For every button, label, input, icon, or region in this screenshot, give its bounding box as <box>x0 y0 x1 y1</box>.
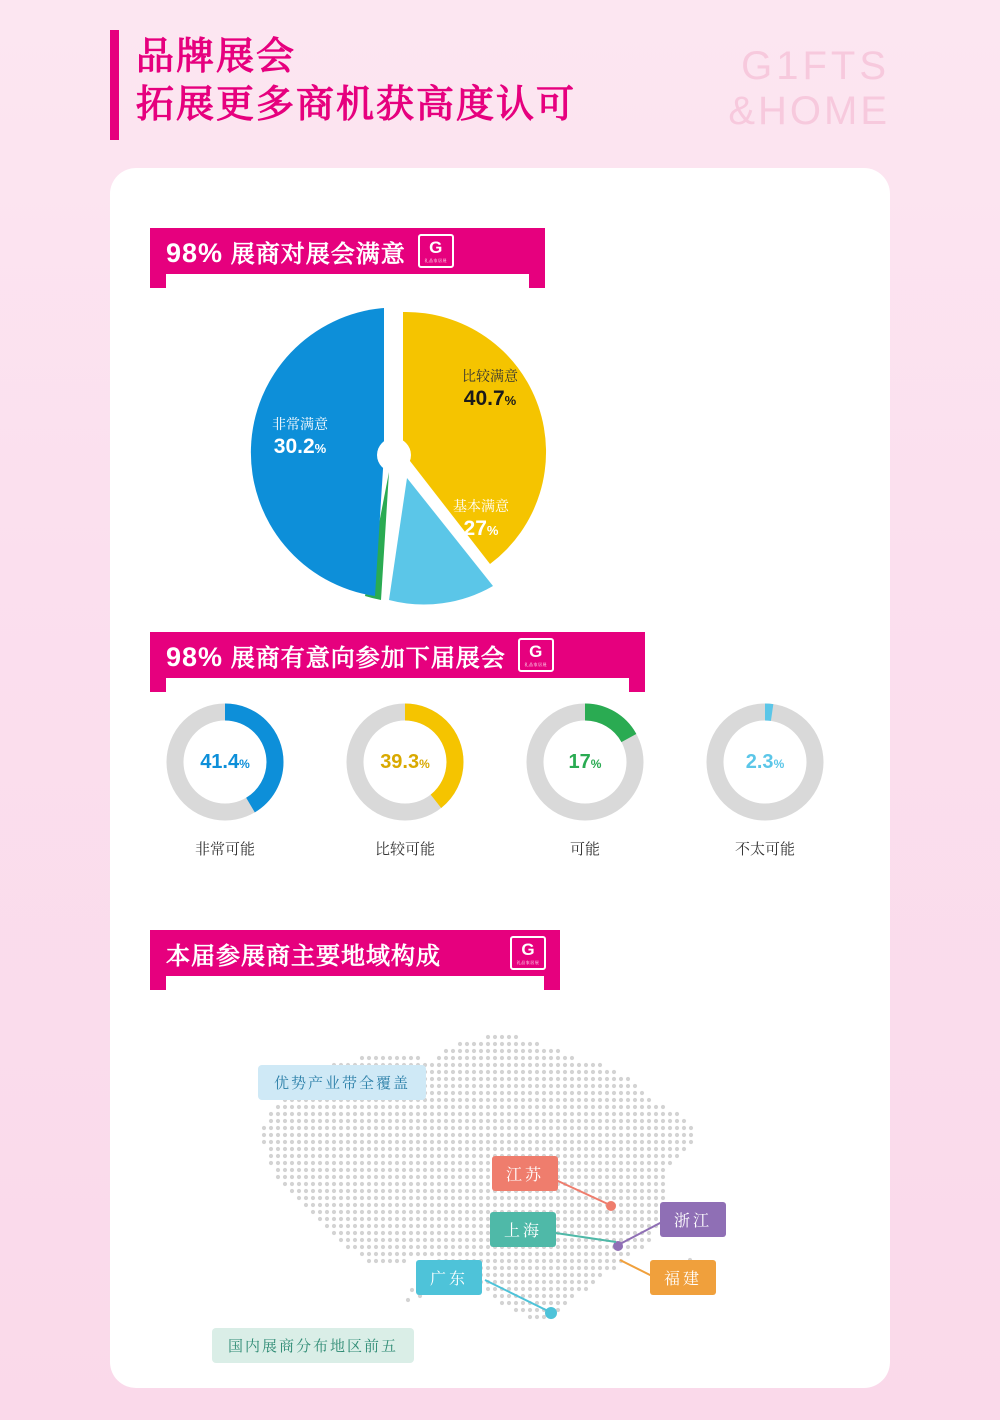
logo-subtext: 礼品家居展 <box>424 257 447 263</box>
banner-satisfaction-tail-right <box>529 274 545 288</box>
donut-item-不太可能 <box>690 700 840 859</box>
map-note-bottom: 国内展商分布地区前五 <box>212 1328 414 1363</box>
logo-letter: G <box>429 237 443 257</box>
map-tag-福建: 福建 <box>650 1260 716 1295</box>
pie-label-value: 30.2% <box>273 434 327 458</box>
donut-center <box>189 726 261 798</box>
satisfaction-label: 展商对展会满意 <box>230 240 406 268</box>
brand-line-2: &HOME <box>728 88 890 133</box>
pie-basic-value: 27 <box>463 516 487 540</box>
donut-caption: 可能 <box>569 841 600 858</box>
pie-center-hole <box>377 438 411 472</box>
map-tag-江苏: 江苏 <box>492 1156 558 1191</box>
map-note-top: 优势产业带全覆盖 <box>258 1065 426 1100</box>
pie-label-基本满意 <box>411 498 551 542</box>
pie-label-value: 40.7% <box>463 386 517 410</box>
donut-value: 2.3% <box>745 750 785 773</box>
nextshow-percent: 98% <box>166 641 224 672</box>
banner-satisfaction <box>150 228 545 274</box>
pie-label-比较满意 <box>420 368 560 412</box>
map-tag-上海: 上海 <box>490 1212 556 1247</box>
brand-logo <box>728 44 890 134</box>
banner-nextshow-tail-left <box>150 678 166 692</box>
donut-caption: 比较可能 <box>374 841 435 858</box>
pie-label-非常满意 <box>230 416 370 460</box>
donut-item-比较可能 <box>330 700 480 859</box>
logo-letter: G <box>521 939 535 959</box>
donut-不太可能 <box>703 700 827 824</box>
donut-center <box>729 726 801 798</box>
nextshow-donut-group <box>150 700 850 890</box>
donut-caption: 非常可能 <box>194 841 255 858</box>
header-accent-bar <box>110 30 119 140</box>
logo-subtext: 礼品家居展 <box>516 959 540 965</box>
pie-svg <box>175 300 615 620</box>
donut-比较可能 <box>343 700 467 824</box>
region-map <box>150 960 850 1380</box>
banner-nextshow <box>150 632 645 678</box>
donut-value: 17% <box>568 750 602 773</box>
logo-subtext: 礼品家居展 <box>524 661 547 667</box>
nextshow-label: 展商有意向参加下届展会 <box>230 644 506 672</box>
donut-center <box>369 726 441 798</box>
banner-nextshow-body <box>150 632 645 678</box>
page-title-line1: 品牌展会 <box>136 36 297 78</box>
banner-nextshow-tail-right <box>629 678 645 692</box>
donut-item-可能 <box>510 700 660 859</box>
page-title-line2: 拓展更多商机获高度认可 <box>136 83 577 126</box>
banner-satisfaction-tail-left <box>150 274 166 288</box>
donut-caption: 不太可能 <box>734 841 795 858</box>
satisfaction-pie-chart <box>175 300 615 620</box>
donut-value: 39.3% <box>380 750 430 773</box>
donut-item-非常可能 <box>150 700 300 859</box>
banner-satisfaction-text <box>166 234 406 269</box>
page-header <box>0 0 1000 165</box>
satisfaction-percent: 98% <box>166 237 224 268</box>
pie-label-name: 比较满意 <box>462 368 518 384</box>
pie-label-value: 27% <box>463 516 499 540</box>
logo-letter: G <box>529 641 543 661</box>
donut-非常可能 <box>163 700 287 824</box>
donut-center <box>549 726 621 798</box>
gifts-home-logo-icon <box>418 234 454 268</box>
brand-line-1: G1FTS <box>741 44 890 88</box>
banner-satisfaction-body <box>150 228 545 274</box>
banner-region-text: 本届参展商主要地域构成 <box>166 942 441 970</box>
gifts-home-logo-icon <box>518 638 554 672</box>
page-title <box>136 34 576 129</box>
map-tag-广东: 广东 <box>416 1260 482 1295</box>
pie-label-name: 基本满意 <box>453 498 509 514</box>
pie-label-name: 非常满意 <box>272 416 328 432</box>
donut-value: 41.4% <box>200 750 250 773</box>
banner-nextshow-text <box>166 638 506 673</box>
donut-可能 <box>523 700 647 824</box>
map-tag-浙江: 浙江 <box>660 1202 726 1237</box>
